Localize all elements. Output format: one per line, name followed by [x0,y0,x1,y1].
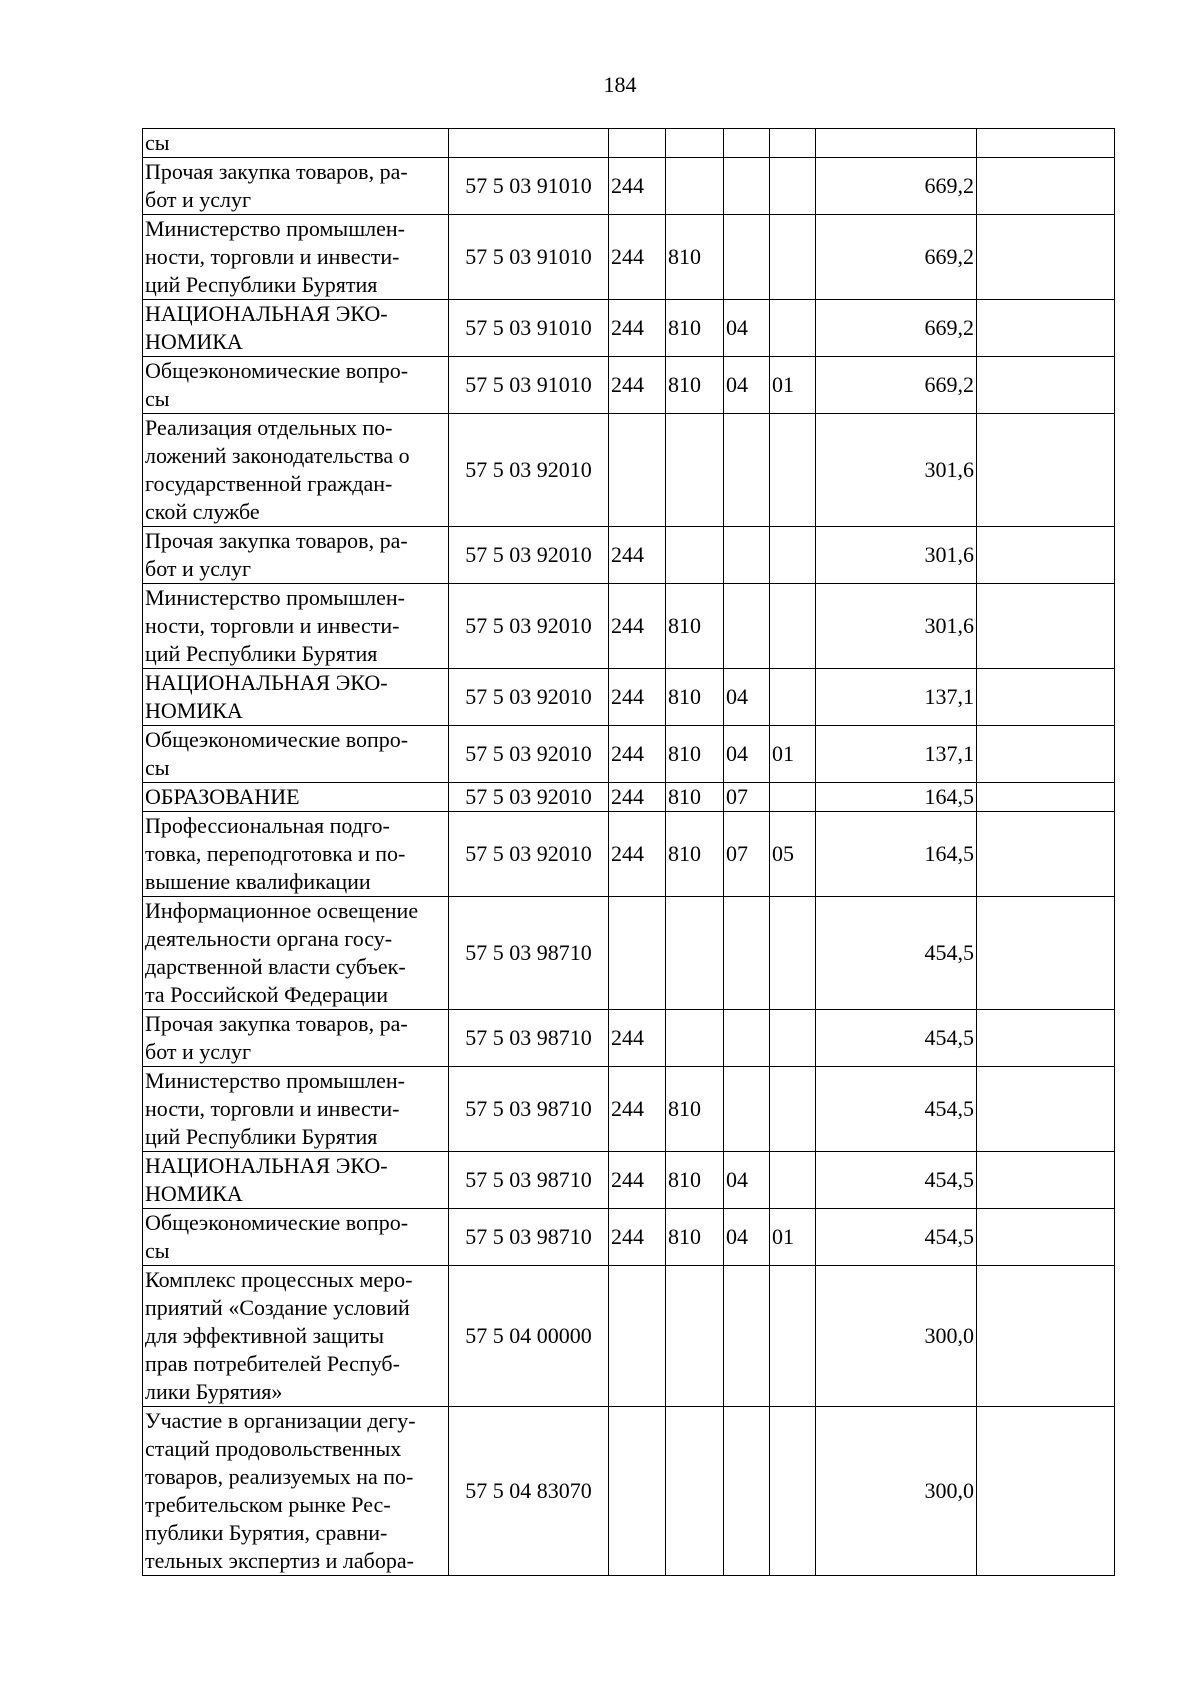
row-target-code-cell: 57 5 03 91010 [449,158,609,215]
row-target-code-cell: 57 5 03 92010 [449,527,609,584]
row-amount-cell: 301,6 [816,527,977,584]
table-row [143,1010,1115,1067]
row-ministry-code-cell [666,414,724,527]
row-ministry-code-cell [666,1407,724,1576]
row-amount-cell: 454,5 [816,1067,977,1152]
row-extra-cell [977,357,1115,414]
row-subsection-cell: 01 [770,357,816,414]
table-row [143,215,1115,300]
row-section-cell [724,897,770,1010]
row-ministry-code-cell: 810 [666,669,724,726]
row-subsection-cell: 05 [770,812,816,897]
row-expense-type-cell: 244 [609,1067,666,1152]
row-amount-cell: 454,5 [816,1010,977,1067]
row-extra-cell [977,129,1115,158]
row-name-cell: Общеэкономические вопро- сы [143,726,449,783]
table-row [143,897,1115,1010]
row-section-cell [724,1067,770,1152]
row-extra-cell [977,726,1115,783]
row-expense-type-cell: 244 [609,158,666,215]
row-name-cell: Профессиональная подго- товка, переподготовка и по- вышение квалификации [143,812,449,897]
row-extra-cell [977,158,1115,215]
row-subsection-cell [770,215,816,300]
row-expense-type-cell: 244 [609,669,666,726]
row-expense-type-cell: 244 [609,783,666,812]
row-target-code-cell [449,129,609,158]
row-amount-cell: 669,2 [816,215,977,300]
table-row [143,1209,1115,1266]
page-number: 184 [603,72,637,97]
row-name-cell: НАЦИОНАЛЬНАЯ ЭКО- НОМИКА [143,300,449,357]
row-subsection-cell [770,1266,816,1407]
row-expense-type-cell: 244 [609,527,666,584]
row-target-code-cell: 57 5 03 91010 [449,357,609,414]
row-name-cell: Общеэкономические вопро- сы [143,1209,449,1266]
row-target-code-cell: 57 5 03 92010 [449,783,609,812]
row-ministry-code-cell: 810 [666,1152,724,1209]
row-target-code-cell: 57 5 03 92010 [449,812,609,897]
row-extra-cell [977,215,1115,300]
row-expense-type-cell [609,414,666,527]
table-row [143,1152,1115,1209]
row-target-code-cell: 57 5 03 98710 [449,1209,609,1266]
row-section-cell: 07 [724,812,770,897]
row-amount-cell: 454,5 [816,1152,977,1209]
row-target-code-cell: 57 5 03 91010 [449,300,609,357]
table-row [143,129,1115,158]
row-expense-type-cell: 244 [609,357,666,414]
row-extra-cell [977,414,1115,527]
row-name-cell: Министерство промышлен- ности, торговли и инвести- ций Республики Бурятия [143,215,449,300]
row-section-cell: 04 [724,300,770,357]
row-name-cell: Информационное освещение деятельности органа госу- дарственной власти субъек- та Российской Федерации [143,897,449,1010]
table-row [143,1266,1115,1407]
row-name-cell: Министерство промышлен- ности, торговли и инвести- ций Республики Бурятия [143,584,449,669]
table-row [143,1067,1115,1152]
row-section-cell [724,527,770,584]
row-amount-cell: 454,5 [816,897,977,1010]
row-ministry-code-cell: 810 [666,300,724,357]
row-ministry-code-cell [666,158,724,215]
row-subsection-cell [770,129,816,158]
row-target-code-cell: 57 5 03 92010 [449,414,609,527]
row-subsection-cell [770,669,816,726]
row-amount-cell: 300,0 [816,1407,977,1576]
budget-table [142,128,1115,1576]
row-amount-cell: 669,2 [816,158,977,215]
row-expense-type-cell: 244 [609,1010,666,1067]
row-ministry-code-cell: 810 [666,357,724,414]
row-target-code-cell: 57 5 03 98710 [449,1152,609,1209]
row-subsection-cell [770,1407,816,1576]
row-name-cell: ОБРАЗОВАНИЕ [143,783,449,812]
row-ministry-code-cell [666,527,724,584]
row-amount-cell: 669,2 [816,300,977,357]
row-amount-cell: 301,6 [816,414,977,527]
table-row [143,1407,1115,1576]
row-amount-cell: 164,5 [816,812,977,897]
row-name-cell: Министерство промышлен- ности, торговли и инвести- ций Республики Бурятия [143,1067,449,1152]
row-subsection-cell [770,783,816,812]
row-amount-cell: 669,2 [816,357,977,414]
row-extra-cell [977,1067,1115,1152]
row-extra-cell [977,1266,1115,1407]
row-extra-cell [977,1152,1115,1209]
row-section-cell [724,215,770,300]
row-amount-cell: 137,1 [816,669,977,726]
row-target-code-cell: 57 5 04 00000 [449,1266,609,1407]
row-expense-type-cell: 244 [609,812,666,897]
row-expense-type-cell: 244 [609,584,666,669]
row-section-cell: 04 [724,726,770,783]
row-subsection-cell [770,414,816,527]
row-target-code-cell: 57 5 03 92010 [449,726,609,783]
table-row [143,584,1115,669]
row-expense-type-cell: 244 [609,726,666,783]
row-extra-cell [977,812,1115,897]
row-name-cell: НАЦИОНАЛЬНАЯ ЭКО- НОМИКА [143,1152,449,1209]
row-target-code-cell: 57 5 03 98710 [449,1010,609,1067]
row-section-cell [724,129,770,158]
row-target-code-cell: 57 5 04 83070 [449,1407,609,1576]
row-target-code-cell: 57 5 03 91010 [449,215,609,300]
row-expense-type-cell: 244 [609,300,666,357]
row-section-cell: 04 [724,357,770,414]
row-extra-cell [977,527,1115,584]
row-extra-cell [977,897,1115,1010]
row-subsection-cell [770,527,816,584]
row-extra-cell [977,1209,1115,1266]
row-amount-cell [816,129,977,158]
row-subsection-cell [770,1152,816,1209]
row-target-code-cell: 57 5 03 92010 [449,669,609,726]
table-row [143,726,1115,783]
row-target-code-cell: 57 5 03 98710 [449,897,609,1010]
row-section-cell: 04 [724,1209,770,1266]
row-section-cell [724,1407,770,1576]
row-ministry-code-cell [666,897,724,1010]
row-name-cell: сы [143,129,449,158]
row-section-cell [724,1266,770,1407]
row-subsection-cell [770,158,816,215]
row-section-cell: 04 [724,669,770,726]
row-ministry-code-cell: 810 [666,1067,724,1152]
row-name-cell: Прочая закупка товаров, ра- бот и услуг [143,158,449,215]
row-extra-cell [977,584,1115,669]
row-section-cell: 04 [724,1152,770,1209]
row-name-cell: Прочая закупка товаров, ра- бот и услуг [143,1010,449,1067]
row-amount-cell: 137,1 [816,726,977,783]
row-extra-cell [977,1010,1115,1067]
row-extra-cell [977,783,1115,812]
table-row [143,527,1115,584]
row-amount-cell: 164,5 [816,783,977,812]
row-ministry-code-cell: 810 [666,1209,724,1266]
table-row [143,414,1115,527]
row-name-cell: Прочая закупка товаров, ра- бот и услуг [143,527,449,584]
row-subsection-cell [770,584,816,669]
table-row [143,158,1115,215]
row-ministry-code-cell: 810 [666,812,724,897]
row-subsection-cell [770,300,816,357]
row-ministry-code-cell [666,1010,724,1067]
table-row [143,812,1115,897]
row-expense-type-cell: 244 [609,1209,666,1266]
row-subsection-cell: 01 [770,1209,816,1266]
row-section-cell: 07 [724,783,770,812]
row-amount-cell: 454,5 [816,1209,977,1266]
row-expense-type-cell [609,1266,666,1407]
row-expense-type-cell: 244 [609,215,666,300]
row-section-cell [724,158,770,215]
table-row [143,669,1115,726]
row-ministry-code-cell [666,1266,724,1407]
row-subsection-cell [770,1010,816,1067]
row-target-code-cell: 57 5 03 98710 [449,1067,609,1152]
budget-table-body [143,129,1115,1576]
row-extra-cell [977,300,1115,357]
table-row [143,783,1115,812]
row-subsection-cell: 01 [770,726,816,783]
row-name-cell: Комплекс процессных меро- приятий «Создание условий для эффективной защиты прав потребителей Респуб- лики Бурятия» [143,1266,449,1407]
row-name-cell: НАЦИОНАЛЬНАЯ ЭКО- НОМИКА [143,669,449,726]
row-name-cell: Общеэкономические вопро- сы [143,357,449,414]
row-target-code-cell: 57 5 03 92010 [449,584,609,669]
row-ministry-code-cell: 810 [666,783,724,812]
row-expense-type-cell [609,897,666,1010]
row-section-cell [724,1010,770,1067]
row-ministry-code-cell: 810 [666,215,724,300]
table-row [143,300,1115,357]
row-ministry-code-cell: 810 [666,726,724,783]
row-subsection-cell [770,1067,816,1152]
row-amount-cell: 301,6 [816,584,977,669]
row-ministry-code-cell: 810 [666,584,724,669]
row-amount-cell: 300,0 [816,1266,977,1407]
row-expense-type-cell: 244 [609,1152,666,1209]
row-ministry-code-cell [666,129,724,158]
row-section-cell [724,414,770,527]
row-name-cell: Реализация отдельных по- ложений законодательства о государственной граждан- ской службе [143,414,449,527]
row-extra-cell [977,1407,1115,1576]
row-extra-cell [977,669,1115,726]
row-section-cell [724,584,770,669]
row-name-cell: Участие в организации дегу- стаций продовольственных товаров, реализуемых на по- требительском рынке Рес- публики Бурятия, сравни- тельных экспертиз и лабора- [143,1407,449,1576]
row-expense-type-cell [609,1407,666,1576]
table-row [143,357,1115,414]
row-expense-type-cell [609,129,666,158]
row-subsection-cell [770,897,816,1010]
